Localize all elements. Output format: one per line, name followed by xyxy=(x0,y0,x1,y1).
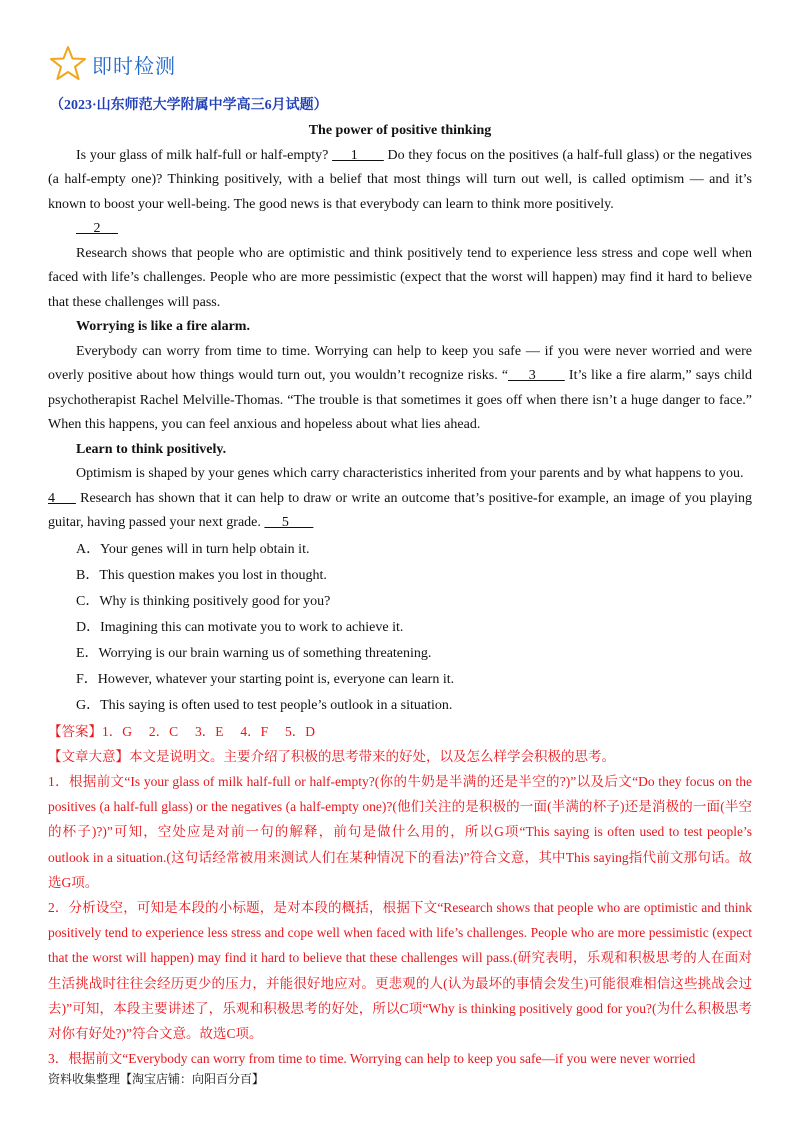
blank-4: 4 xyxy=(48,490,76,506)
option-e: E．Worrying is our brain warning us of something threatening. xyxy=(76,645,432,661)
blank-2: 2 xyxy=(76,221,118,236)
paragraph-6: 4 Research has shown that it can help to draw or write an outcome that’s positive-for example, an image of you playing guitar, having passed your next grade. 5 xyxy=(48,490,753,530)
blank-3: 3 xyxy=(508,368,565,383)
explanation-3: 3．根据前文“Everybody can worry from time to time. Worrying can help to keep you safe—if you were never worried xyxy=(48,1051,696,1067)
paragraph-4: Everybody can worry from time to time. Worrying can help to keep you safe — if you were never worried and were overly positive about how things would turn out, you wouldn’t recognize risks. “ 3 It’s like a fire alarm,” says child psychotherapist Rachel Melville-Thomas. “The trouble is that sometimes it goes off when there isn’t a huge danger to face.” When this happens, you can feel anxious and hopeless about what lies ahead. xyxy=(48,343,752,432)
answer-key: 【答案】1．G 2．C 3．E 4．F 5．D xyxy=(48,723,316,739)
explanation-1: 1．根据前文“Is your glass of milk half-full or half-empty?(你的牛奶是半满的还是半空的?)”以及后文“Do they focus on the positives (a half-full glass) or the negatives (a half-empty one)?(他们关注的是积极的一面(半满的杯子)还是消极的一面(半空的杯子)?)”可知，空处应是对前一句的解释，前句是做什么用的，所以G项“This saying is often used to test people’s outlook in a situation.(这句话经常被用来测试人们在某种情况下的看法)”符合文意，其中This saying指代前文那句话。故选G项。 xyxy=(48,773,752,890)
footer-note: 资料收集整理【淘宝店铺：向阳百分百】 xyxy=(48,1072,265,1086)
option-a: A．Your genes will in turn help obtain it. xyxy=(76,541,310,557)
exam-source: （2023·山东师范大学附属中学高三6月试题） xyxy=(50,98,328,113)
subheading-learn: Learn to think positively. xyxy=(76,441,227,457)
paragraph-2 xyxy=(48,217,752,242)
blank-5: 5 xyxy=(264,515,314,530)
paragraph-5: Optimism is shaped by your genes which carry characteristics inherited from your parents and by what happens to you. xyxy=(76,466,744,481)
subheading-worrying: Worrying is like a fire alarm. xyxy=(76,319,250,334)
paragraph-1: Is your glass of milk half-full or half-empty? 1 Do they focus on the positives (a half-full glass) or the negatives (a half-empty one)? Thinking positively, with a belief that most things will turn out well, is called optimism — and it’s known to boost your well-being. The good news is that everybody can learn to think more positively. xyxy=(48,147,752,212)
article-summary: 【文章大意】本文是说明文。主要介绍了积极的思考带来的好处，以及怎么样学会积极的思考。 xyxy=(48,748,615,764)
passage-title: The power of positive thinking xyxy=(308,123,492,138)
answer-section xyxy=(48,719,752,1072)
option-d: D．Imagining this can motivate you to work to achieve it. xyxy=(76,619,404,635)
blank-1: 1 xyxy=(332,147,384,163)
option-b: B．This question makes you lost in thought. xyxy=(76,567,327,583)
option-f: F．However, whatever your starting point is, everyone can learn it. xyxy=(76,671,455,687)
option-c: C．Why is thinking positively good for you? xyxy=(76,593,331,609)
explanation-2: 2．分析设空，可知是本段的小标题，是对本段的概括，根据下文“Research shows that people who are optimistic and think positively tend to experience less stress and cope well when faced with life’s challenges. People who are more pessimistic (expect that the worst will happen) may find it hard to believe that these challenges will pass.(研究表明，乐观和积极思考的人在面对生活挑战时往往会经历更少的压力，并能很好地应对。更悲观的人(认为最坏的事情会发生)可能很难相信这些挑战会过去)”可知，本段主要讲述了，乐观和积极思考的好处，所以C项“Why is thinking positively good for you?(为什么积极思考对你有好处?)”符合文意。故选C项。 xyxy=(48,899,752,1041)
section-header xyxy=(48,44,176,84)
star-icon xyxy=(48,44,88,84)
options-list xyxy=(48,537,752,719)
passage-body xyxy=(48,119,752,1071)
option-g: G．This saying is often used to test people’s outlook in a situation. xyxy=(76,697,453,713)
paragraph-3: Research shows that people who are optimistic and think positively tend to experience less stress and cope well when faced with life’s challenges. People who are more pessimistic (expect that the worst will happen) may find it hard to believe that these challenges will pass. xyxy=(48,245,752,310)
section-title: 即时检测 xyxy=(92,53,176,78)
